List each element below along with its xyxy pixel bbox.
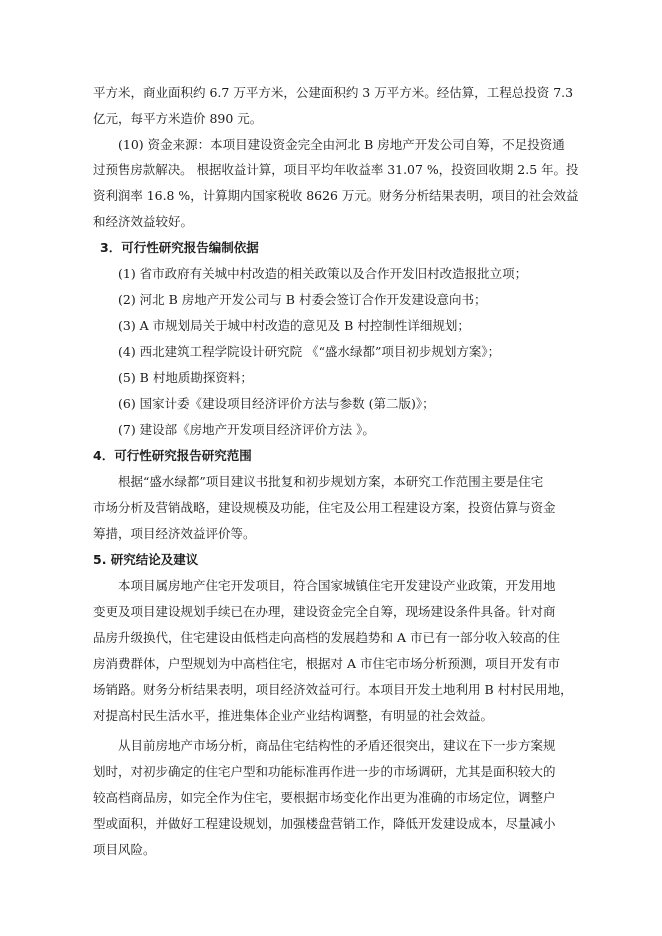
text-line: 市场分析及营销战略，建设规模及功能，住宅及公用工程建设方案，投资估算与资金 [93,500,556,515]
list-item: (7) 建设部《房地产开发项目经济评价方法 》。 [118,422,375,437]
text-line: 根据“盛水绿都”项目建议书批复和初步规划方案，本研究工作范围主要是住宅 [118,474,544,489]
text-line: 亿元，每平方米造价 890 元。 [93,111,263,126]
text-line: 项目风险。 [93,842,156,857]
text-line: 房消费群体，户型规划为中高档住宅，根据对 A 市住宅市场分析预测，项目开发有市 [93,656,560,671]
list-item: (2) 河北 B 房地产开发公司与 B 村委会签订合作开发建设意向书； [118,292,487,307]
text-line: (10) 资金来源：本项目建设资金完全由河北 B 房地产开发公司自筹，不足投资通 [118,137,565,152]
section-5-heading: 5. 研究结论及建议 [93,552,199,567]
text-line: 本项目属房地产住宅开发项目，符合国家城镇住宅开发建设产业政策，开发用地 [118,578,556,593]
text-line: 过预售房款解决。 根据收益计算，项目平均年收益率 31.07 %，投资回收期 2.5 年。投 [93,162,579,177]
text-line: 从目前房地产市场分析，商品住宅结构性的矛盾还很突出，建议在下一步方案规 [118,738,556,753]
text-line: 较高档商品房，如完全作为住宅，要根据市场变化作出更为准确的市场定位，调整户 [93,790,556,805]
text-line: 对提高村民生活水平，推进集体企业产业结构调整，有明显的社会效益。 [93,708,494,723]
list-item: (4) 西北建筑工程学院设计研究院 《“盛水绿都”项目初步规划方案》； [118,344,501,359]
text-line: 和经济效益较好。 [93,214,194,229]
text-line: 资利润率 16.8 %，计算期内国家税收 8626 万元。财务分析结果表明，项目的社会效益 [93,188,579,203]
text-line: 筹措，项目经济效益评价等。 [93,526,256,541]
list-item: (6) 国家计委《建设项目经济评价方法与参数 (第二版)》； [118,396,435,411]
section-4-heading: 4．可行性研究报告研究范围 [93,448,252,463]
text-line: 品房升级换代，住宅建设由低档走向高档的发展趋势和 A 市已有一部分收入较高的住 [93,630,560,645]
text-line: 划时，对初步确定的住宅户型和功能标准再作进一步的市场调研，尤其是面积较大的 [93,764,556,779]
text-line: 型或面积，并做好工程建设规划，加强楼盘营销工作，降低开发建设成本，尽量减小 [93,816,556,831]
section-3-heading: 3．可行性研究报告编制依据 [100,240,259,255]
text-line: 平方米，商业面积约 6.7 万平方米，公建面积约 3 万平方米。经估算，工程总投资 7.3 [93,85,574,100]
text-line: 变更及项目建设规划手续已在办理，建设资金完全自筹，现场建设条件具备。针对商 [93,604,556,619]
text-line: 场销路。财务分析结果表明，项目经济效益可行。本项目开发土地利用 B 村村民用地， [93,682,573,697]
list-item: (5) B 村地质勘探资料； [118,370,253,385]
list-item: (1) 省市政府有关城中村改造的相关政策以及合作开发旧村改造报批立项； [118,266,528,281]
list-item: (3) A 市规划局关于城中村改造的意见及 B 村控制性详细规划； [118,318,470,333]
